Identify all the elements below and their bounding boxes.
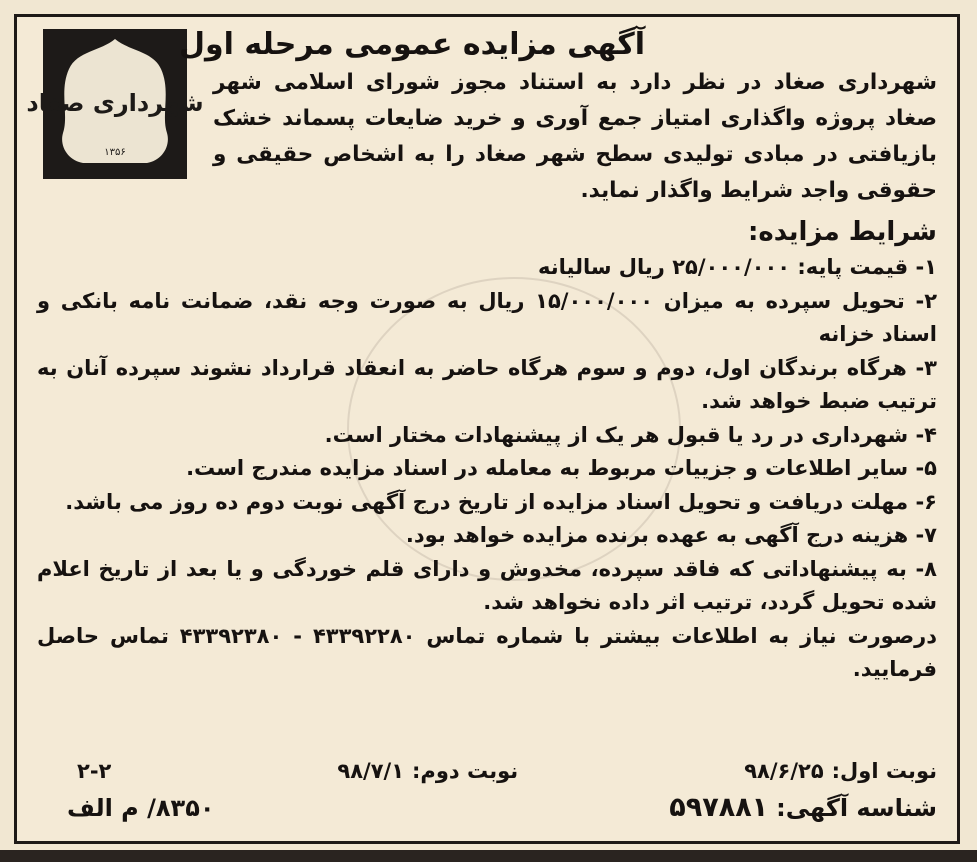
ad-reference: ۸۳۵۰/ م الف <box>67 794 215 822</box>
publish-dates-row <box>37 753 937 789</box>
first-publish-date: ۹۸/۶/۲۵ <box>744 759 824 783</box>
ad-footer <box>37 753 937 831</box>
ad-id-row <box>37 789 937 827</box>
advertisement-content <box>37 25 937 833</box>
condition-item: ۸- به پیشنهاداتی که فاقد سپرده، مخدوش و دارای قلم خوردگی و یا بعد از تاریخ اعلام شده تحویل گردد، ترتیب اثر داده نخواهد شد. <box>37 556 937 614</box>
conditions-list <box>37 251 937 687</box>
logo-text: شهرداری صغاد <box>26 89 204 117</box>
condition-item: ۴- شهرداری در رد یا قبول هر یک از پیشنهادات مختار است. <box>324 422 937 447</box>
first-publish <box>744 753 937 789</box>
ad-title: آگهی مزایده عمومی مرحله اول <box>178 27 646 62</box>
condition-item: ۵- سایر اطلاعات و جزییات مربوط به معامله در اسناد مزایده مندرج است. <box>186 456 937 480</box>
condition-item: ۲- تحویل سپرده به میزان ۱۵/۰۰۰/۰۰۰ ریال به صورت وجه نقد، ضمانت نامه بانکی و اسناد خزانه <box>37 288 938 346</box>
ad-id-value: ۵۹۷۸۸۱ <box>669 792 769 823</box>
second-publish-label: نوبت دوم: <box>412 759 519 783</box>
first-publish-label: نوبت اول: <box>831 759 937 783</box>
second-publish <box>337 753 518 789</box>
conditions-title: شرایط مزایده: <box>747 217 937 247</box>
bottom-border <box>0 850 977 862</box>
advertisement-box <box>14 14 960 844</box>
page-code: ۲-۲ <box>77 759 112 783</box>
ad-id-label: شناسه آگهی: <box>776 794 937 822</box>
ad-id <box>669 789 937 827</box>
second-publish-date: ۹۸/۷/۱ <box>337 759 405 783</box>
ad-intro: شهرداری صغاد در نظر دارد به استناد مجوز شورای اسلامی شهر صغاد پروژه واگذاری امتیاز جمع آوری و خرید ضایعات پسماند خشک بازیافتی در مبادی تولیدی سطح شهر صغاد را به اشخاص حقیقی و حقوقی واجد شرایط واگذار نماید. <box>213 70 937 203</box>
condition-item: ۳- هرگاه برندگان اول، دوم و سوم هرگاه حاضر به انعقاد قرارداد نشوند سپرده آنان به ترتیب ضبط خواهد شد. <box>37 355 937 413</box>
condition-item: ۱- قیمت پایه: ۲۵/۰۰۰/۰۰۰ ریال سالیانه <box>538 255 937 279</box>
logo-year: ۱۳۵۶ <box>104 147 126 158</box>
condition-item: ۶- مهلت دریافت و تحویل اسناد مزایده از تاریخ درج آگهی نوبت دوم ده روز می باشد. <box>65 489 937 514</box>
condition-item: ۷- هزینه درج آگهی به عهده برنده مزایده خواهد بود. <box>405 523 937 547</box>
contact-note: درصورت نیاز به اطلاعات بیشتر با شماره تماس ۴۳۳۹۲۲۸۰ - ۴۳۳۹۲۳۸۰ تماس حاصل فرمایید. <box>37 623 938 681</box>
